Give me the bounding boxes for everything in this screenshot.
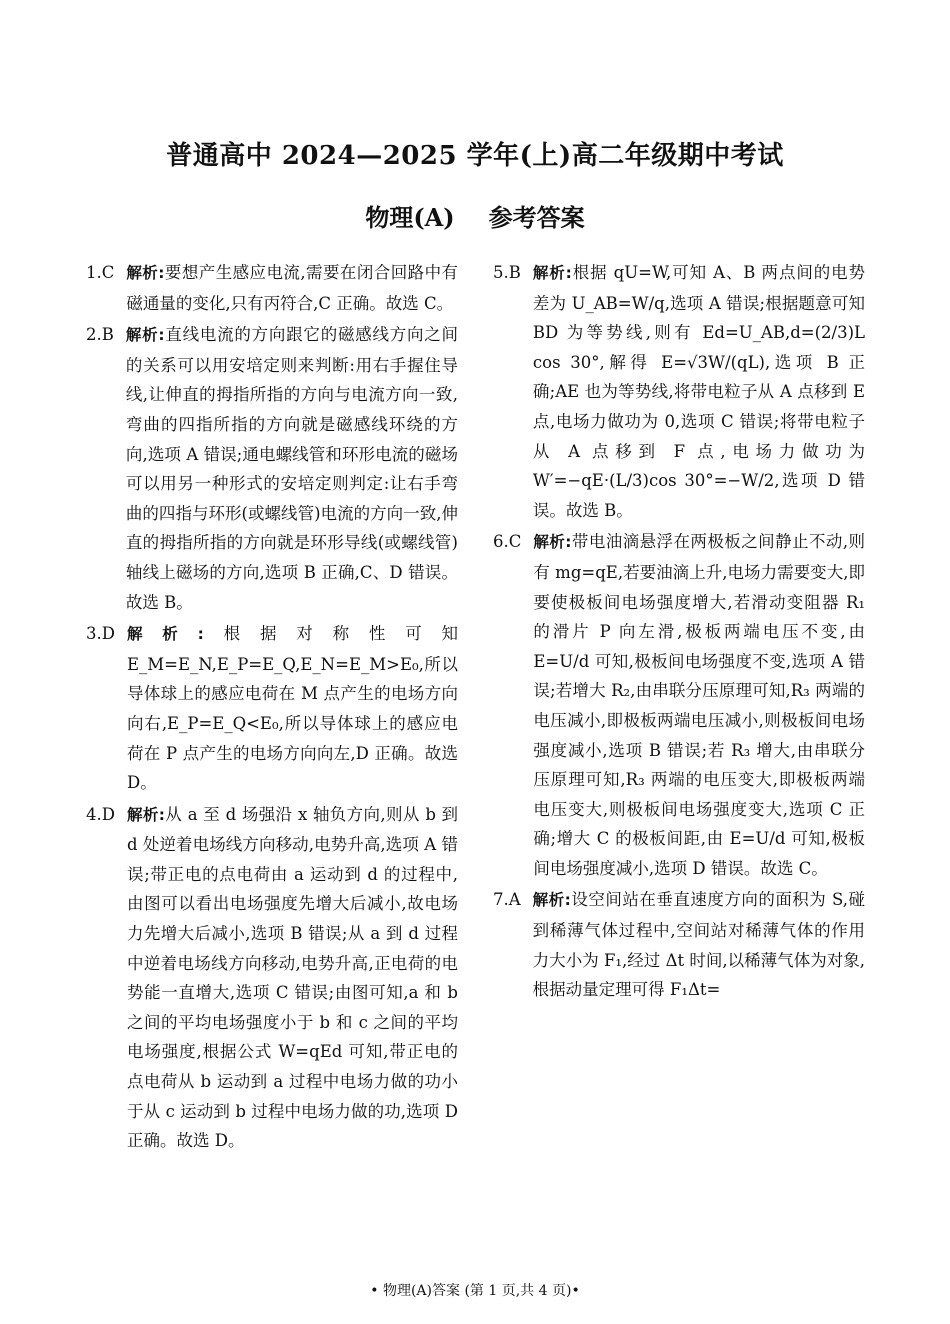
answer-item (86, 800, 458, 1156)
item-text: 从 a 至 d 场强沿 x 轴负方向,则从 b 到 d 处逆着电场线方向移动,电势升高,选项 A 错误;带正电的点电荷由 a 运动到 d 的过程中,由图可以看出电场强度先增大后减小,故电场力先增大后减小,选项 B 错误;从 a 到 d 过程中逆着电场线方向移动,电势升高,正电荷的电势能一直增大,选项 C 错误;由图可知,a 和 b 之间的平均电场强度小于 b 和 c 之间的平均电场强度,根据公式 W=qEd 可知,带正电的点电荷从 b 运动到 a 过程中电场力做的功小于从 c 运动到 b 过程中电场力做的功,选项 D 正确。故选 D。 (126, 804, 458, 1151)
item-text: 根据对称性可知 E_M=E_N,E_P=E_Q,E_N=E_M>E₀,所以导体球上的感应电荷在 M 点产生的电场方向向右,E_P=E_Q<E₀,所以导体球上的感应电荷在 P 点产生的电场方向向左,D 正确。故选 D。 (126, 624, 458, 793)
page-title: 普通高中 2024—2025 学年(上)高二年级期中考试 (166, 141, 784, 171)
item-text: 设空间站在垂直速度方向的面积为 S,碰到稀薄气体过程中,空间站对稀薄气体的作用力大小为 F₁,经过 Δt 时间,以稀薄气体为对象,根据动量定理可得 F₁Δt= (532, 890, 865, 1000)
item-number: 6. (493, 532, 509, 552)
item-number: 3. (86, 624, 102, 644)
item-answer: B (508, 263, 521, 282)
answer-item (493, 258, 865, 525)
item-text: 带电油滴悬浮在两极板之间静止不动,则有 mg=qE,若要油滴上升,电场力需要变大,即要使极板间电场强度增大,若滑动变阻器 R₁ 的滑片 P 向左滑,极板两端电压不变,由 E=U/d 可知,极板间电场强度不变,选项 A 错误;若增大 R₂,由串联分压原理可知,R₃ 两端的电压减小,即极板两端电压减小,则极板间电场强度减小,选项 B 错误;若 R₃ 增大,由串联分压原理可知,R₃ 两端的电压变大,即极板两端电压变大,则极板间电场强度变大,选项 C 正确;增大 C 的极板间距,由 E=U/d 可知,极板间电场强度减小,选项 D 错误。故选 C。 (533, 532, 866, 878)
answer-label: 参考答案 (488, 203, 585, 232)
answer-item (493, 527, 865, 883)
right-column (493, 258, 865, 1007)
item-text: 根据 qU=W,可知 A、B 两点间的电势差为 U_AB=W/q,选项 A 错误;根据题意可知 BD 为等势线,则有 Ed=U_AB,d=(2/3)L cos 30°,解得 E=√3W/(qL),选项 B 正确;AE 也为等势线,将带电粒子从 A 点移到 E 点,电场力做功为 0,选项 C 错误;将带电粒子从 A 点移到 F 点,电场力做功为 W′=−qE·(L/3)cos 30°=−W/2,选项 D 错误。故选 B。 (532, 263, 865, 520)
analysis-label: 解析: (532, 264, 572, 282)
item-answer: B (101, 325, 114, 345)
item-text: 要想产生感应电流,需要在闭合回路中有磁通量的变化,只有丙符合,C 正确。故选 C。 (126, 263, 459, 313)
answer-item (86, 320, 458, 617)
subject-label: 物理(A) (365, 203, 455, 232)
answer-item (493, 885, 865, 1004)
page-subtitle (0, 198, 950, 233)
item-number: 5. (493, 263, 509, 282)
analysis-label: 解析: (533, 533, 572, 552)
item-text: 直线电流的方向跟它的磁感线方向之间的关系可以用安培定则来判断:用右手握住导线,让伸直的拇指所指的方向与电流方向一致,弯曲的四指所指的方向就是磁感线环绕的方向,选项 A 错误;通电螺线管和环形电流的磁场可以用另一种形式的安培定则判定:让右手弯曲的四指与环形(或螺线管)电流的方向一致,伸直的拇指所指的方向就是环形导线(或螺线管)轴线上磁场的方向,选项 B 正确,C、D 错误。故选 B。 (125, 325, 458, 612)
analysis-label: 解析: (532, 891, 571, 910)
item-number: 4. (86, 804, 102, 824)
answer-item (86, 619, 458, 798)
analysis-label: 解析: (125, 326, 165, 345)
left-column (86, 258, 458, 1158)
item-number: 2. (86, 325, 102, 345)
analysis-label: 解析: (126, 805, 165, 824)
page-footer: • 物理(A)答案 (第 1 页,共 4 页)• (370, 1283, 580, 1299)
item-answer: C (101, 263, 115, 282)
item-answer: C (508, 532, 522, 552)
item-answer: A (508, 890, 521, 910)
item-number: 1. (86, 263, 102, 282)
analysis-label: 解析: (126, 264, 165, 282)
item-answer: D (101, 624, 115, 644)
answer-item (86, 258, 458, 318)
item-answer: D (101, 804, 115, 824)
item-number: 7. (493, 890, 509, 910)
analysis-label: 解析: (126, 625, 204, 644)
